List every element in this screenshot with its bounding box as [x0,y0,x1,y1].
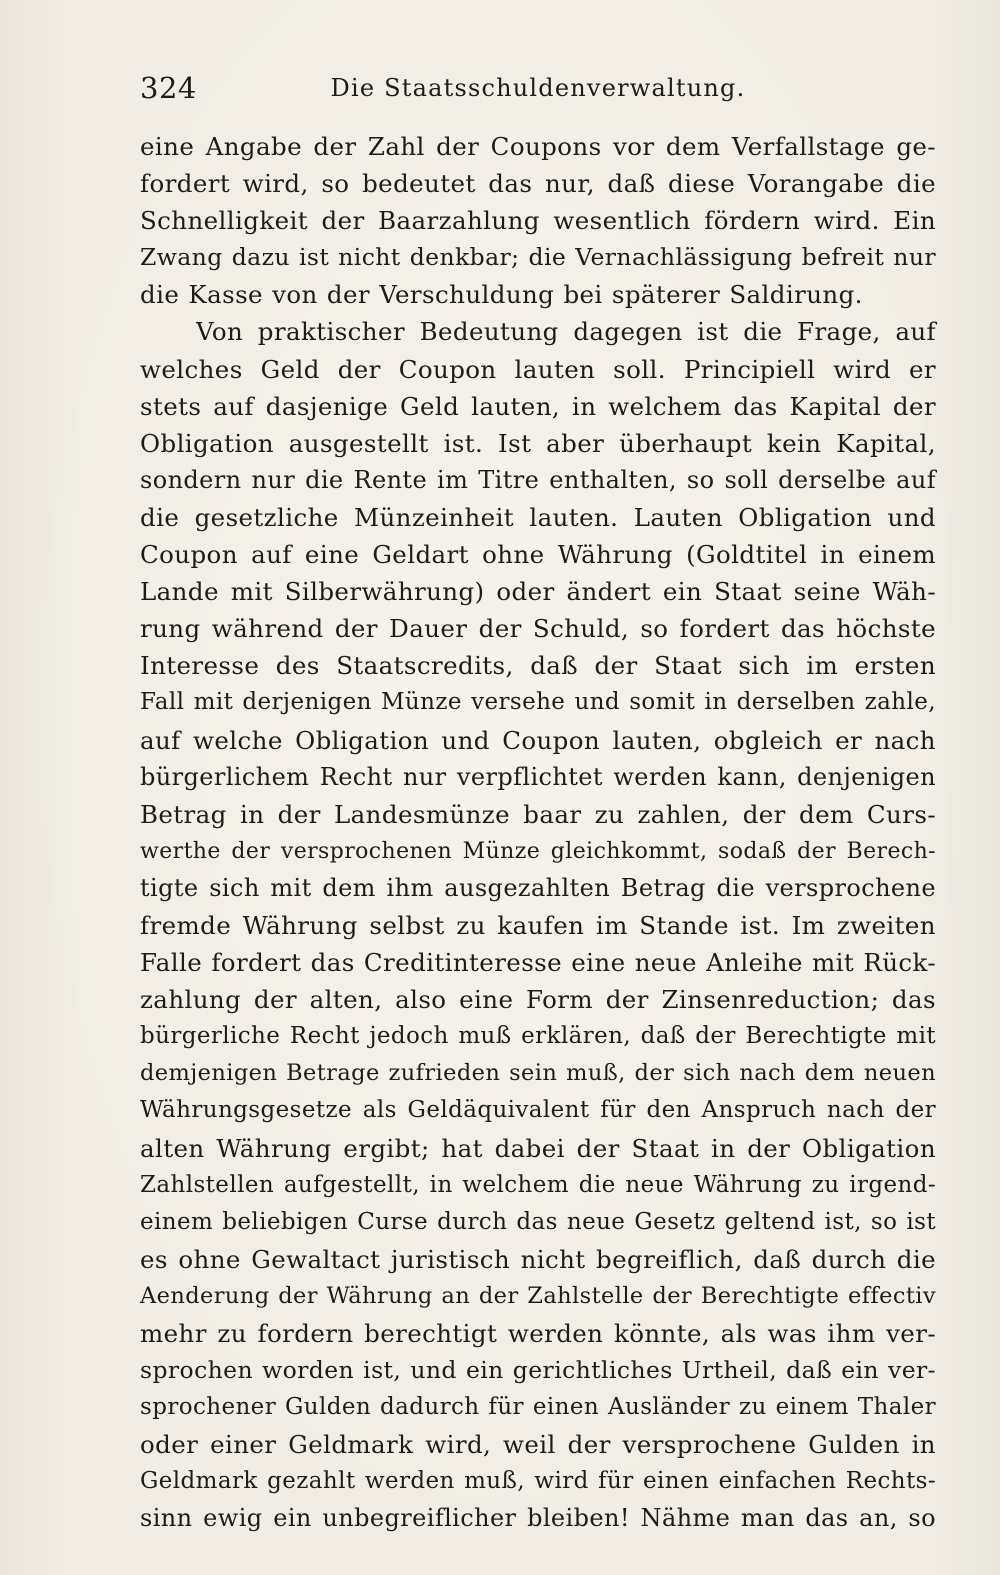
text-line: auf welche Obligation und Coupon lauten, obgleich er nach [140,725,936,755]
text-line: Zahlstellen aufgestellt, in welchem die neue Währung zu irgend- [140,1171,936,1198]
text-line: sondern nur die Rente im Titre enthalten, so soll derselbe auf [140,465,936,494]
text-line: Aenderung der Währung an der Zahlstelle der Berechtigte effectiv [140,1282,936,1309]
text-line: Interesse des Staatscredits, daß der Staat sich im ersten [140,651,936,681]
text-line: Währungsgesetze als Geldäquivalent für den Anspruch nach der [140,1097,936,1124]
text-line: rung während der Dauer der Schuld, so fordert das höchste [140,614,936,644]
text-line: die Kasse von der Verschuldung bei späterer Saldirung. [140,280,863,310]
text-line: sinn ewig ein unbegreiflicher bleiben! Nähme man das an, so [140,1504,936,1533]
text-line: Fall mit derjenigen Münze versehe und somit in derselben zahle, [140,689,936,716]
text-line: werthe der versprochenen Münze gleichkommt, sodaß der Berech- [140,838,936,864]
text-line: Falle fordert das Creditinteresse eine neue Anleihe mit Rück- [140,948,936,978]
text-line: es ohne Gewaltact juristisch nicht begreiflich, daß durch die [140,1244,936,1274]
text-line: Coupon auf eine Geldart ohne Währung (Goldtitel in einem [140,540,936,570]
text-line: fremde Währung selbst zu kaufen im Stande ist. Im zweiten [140,910,936,940]
running-title: Die Staatsschuldenverwaltung. [330,74,746,102]
text-line: Lande mit Silberwährung) oder ändert ein Staat seine Wäh- [140,577,936,607]
body-text [140,128,936,1538]
text-line: oder einer Geldmark wird, weil der versprochene Gulden in [140,1430,936,1460]
text-line: demjenigen Betrage zufrieden sein muß, der sich nach dem neuen [140,1060,936,1087]
text-line: fordert wird, so bedeutet das nur, daß diese Vorangabe die [140,169,936,199]
text-line: Zwang dazu ist nicht denkbar; die Vernachlässigung befreit nur [140,243,936,272]
text-line: welches Geld der Coupon lauten soll. Principiell wird er [140,354,936,384]
text-line: Obligation ausgestellt ist. Ist aber überhaupt kein Kapital, [140,428,936,458]
text-line: Geldmark gezahlt werden muß, wird für einen einfachen Rechts- [140,1468,936,1495]
text-line: sprochen worden ist, und ein gerichtliches Urtheil, daß ein ver- [140,1356,936,1385]
page-number: 324 [140,71,197,105]
text-line: die gesetzliche Münzeinheit lauten. Lauten Obligation und [140,502,936,532]
text-line: sprochener Gulden dadurch für einen Ausländer zu einem Thaler [140,1394,936,1421]
text-line: Schnelligkeit der Baarzahlung wesentlich fördern wird. Ein [140,206,936,236]
text-line: zahlung der alten, also eine Form der Zinsenreduction; das [140,985,936,1015]
text-line: Betrag in der Landesmünze baar zu zahlen, der dem Curs- [140,799,936,829]
page-header [140,66,936,110]
text-line: stets auf dasjenige Geld lauten, in welchem das Kapital der [140,391,936,421]
text-line: bürgerliche Recht jedoch muß erklären, daß der Berechtigte mit [140,1023,936,1050]
text-line: eine Angabe der Zahl der Coupons vor dem Verfallstage ge- [140,132,936,161]
text-line: tigte sich mit dem ihm ausgezahlten Betrag die versprochene [140,873,936,902]
text-line: bürgerlichem Recht nur verpflichtet werden kann, denjenigen [140,762,936,791]
text-line: Von praktischer Bedeutung dagegen ist die Frage, auf [196,317,936,347]
text-line: alten Währung ergibt; hat dabei der Staat in der Obligation [140,1133,936,1163]
text-line: einem beliebigen Curse durch das neue Gesetz geltend ist, so ist [140,1208,936,1235]
text-line: mehr zu fordern berechtigt werden könnte, als was ihm ver- [140,1319,936,1348]
